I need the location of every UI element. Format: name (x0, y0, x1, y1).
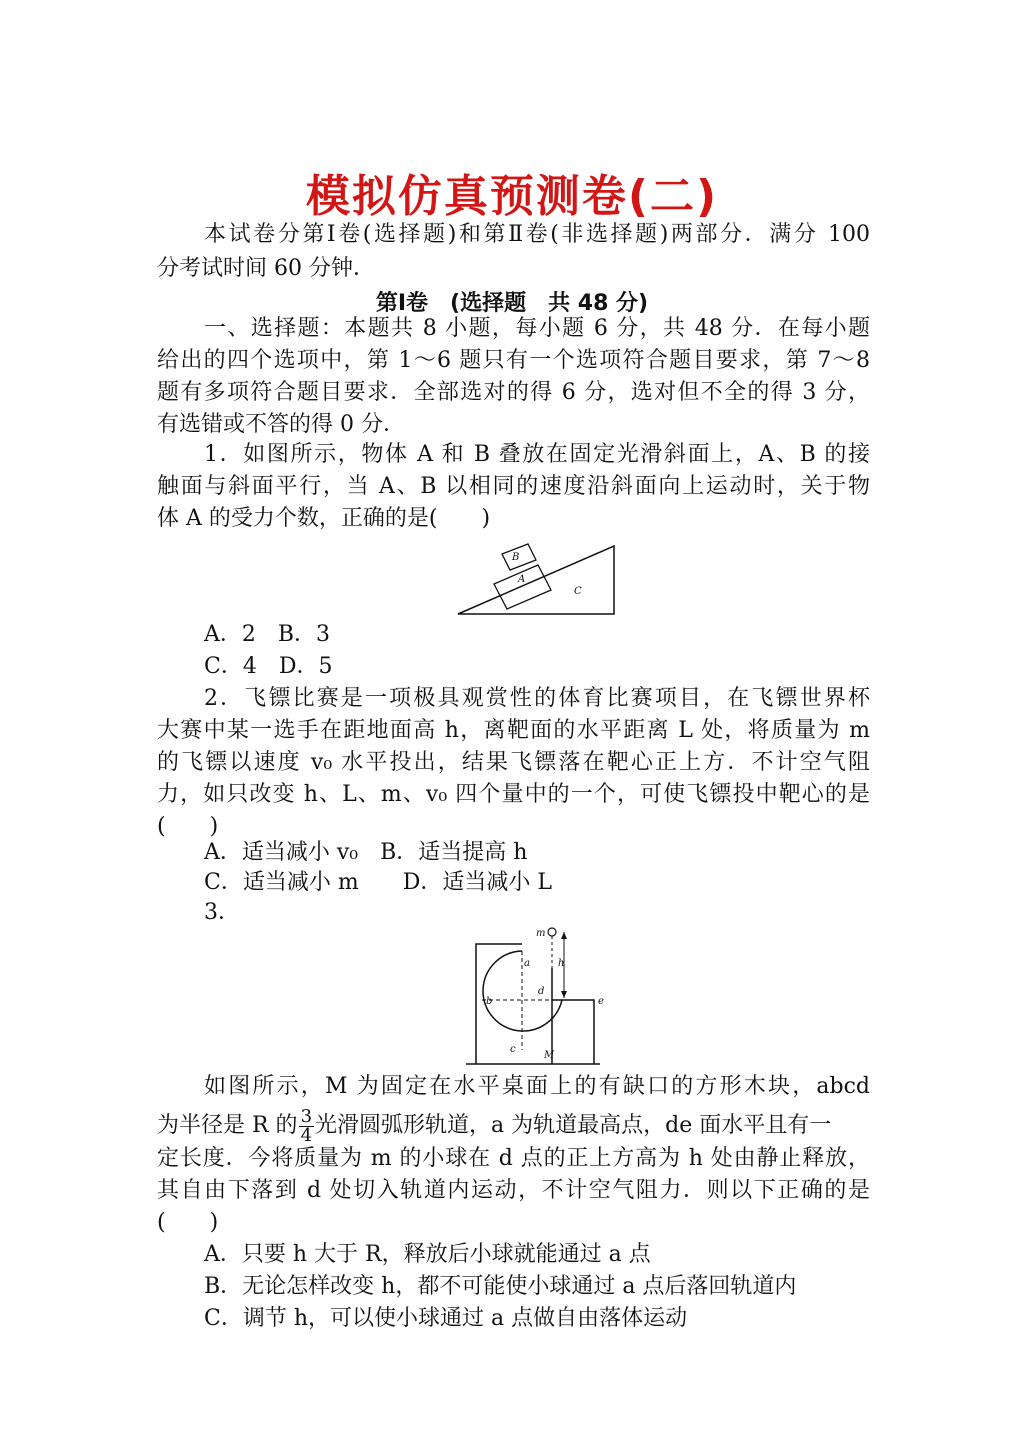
instructions-line-4: 有选错或不答的得 0 分． (157, 412, 405, 437)
q3-label-e: e (598, 996, 604, 1007)
q3-label-m: m (536, 928, 546, 939)
three-quarters-fraction (299, 1105, 314, 1146)
instructions-line-3: 题有多项符合题目要求．全部选对的得 6 分，选对但不全的得 3 分， (157, 380, 870, 405)
fraction-numerator: 3 (300, 1105, 313, 1127)
q3-stem-line-2-post: 光滑圆弧形轨道，a 为轨道最高点，de 面水平且有一 (315, 1113, 832, 1138)
q3-stem-line-3: 定长度．今将质量为 m 的小球在 d 点的正上方高为 h 处由静止释放， (157, 1146, 870, 1171)
q3-number: 3． (204, 900, 240, 925)
q3-stem-line-1: 如图所示，M 为固定在水平桌面上的有缺口的方形木块，abcd (204, 1074, 870, 1099)
q3-stem-line-2-pre: 为半径是 R 的 (157, 1113, 298, 1138)
q1-options-line-1: A．2 B．3 (204, 622, 331, 647)
q3-option-a: A．只要 h 大于 R，释放后小球就能通过 a 点 (204, 1242, 651, 1267)
q1-stem-line-2: 触面与斜面平行，当 A、B 以相同的速度沿斜面向上运动时，关于物 (157, 474, 870, 499)
page-title: 模拟仿真预测卷(二) (305, 171, 719, 222)
intro-line-1: 本试卷分第Ⅰ卷(选择题)和第Ⅱ卷(非选择题)两部分．满分 100 (204, 222, 870, 247)
q3-label-M: M (544, 1050, 555, 1061)
q3-label-b: b (486, 996, 493, 1007)
q1-label-c: C (574, 586, 582, 597)
q1-label-a: A (518, 574, 526, 585)
q2-options-line-1: A．适当减小 v₀ B．适当提高 h (204, 840, 528, 865)
q1-label-b: B (512, 552, 520, 563)
q1-stem-line-1: 1．如图所示，物体 A 和 B 叠放在固定光滑斜面上，A、B 的接 (204, 442, 870, 467)
q3-track-figure (460, 924, 610, 1070)
q2-stem-line-5: ( ) (157, 814, 219, 839)
q1-stem-line-3: 体 A 的受力个数，正确的是( ) (157, 506, 491, 531)
q1-options-line-2: C．4 D．5 (204, 654, 333, 679)
intro-line-2: 分考试时间 60 分钟． (157, 256, 375, 281)
q2-stem-line-2: 大赛中某一选手在距地面高 h，离靶面的水平距离 L 处，将质量为 m (157, 718, 870, 743)
q3-stem-line-4: 其自由下落到 d 处切入轨道内运动，不计空气阻力．则以下正确的是 (157, 1178, 870, 1203)
q3-option-c: C．调节 h，可以使小球通过 a 点做自由落体运动 (204, 1306, 688, 1331)
q3-label-c: c (510, 1044, 516, 1055)
q3-label-d: d (538, 986, 545, 997)
q3-option-b: B．无论怎样改变 h，都不可能使小球通过 a 点后落回轨道内 (204, 1274, 797, 1299)
q2-stem-line-3: 的飞镖以速度 v₀ 水平投出，结果飞镖落在靶心正上方．不计空气阻 (157, 750, 870, 775)
instructions-line-1: 一、选择题：本题共 8 小题，每小题 6 分，共 48 分．在每小题 (204, 316, 870, 341)
q1-incline-figure (450, 536, 622, 620)
q2-stem-line-1: 2．飞镖比赛是一项极具观赏性的体育比赛项目，在飞镖世界杯 (204, 686, 870, 711)
q2-options-line-2: C．适当减小 m D．适当减小 L (204, 870, 552, 895)
instructions-line-2: 给出的四个选项中，第 1～6 题只有一个选项符合题目要求，第 7～8 (157, 348, 870, 373)
q3-stem-line-2 (157, 1104, 870, 1148)
q2-stem-line-4: 力，如只改变 h、L、m、v₀ 四个量中的一个，可使飞镖投中靶心的是 (157, 782, 870, 807)
q3-label-a: a (524, 958, 530, 969)
q3-label-h: h (558, 958, 565, 969)
section-heading: 第Ⅰ卷 (选择题 共 48 分) (375, 291, 649, 316)
q3-stem-line-5: ( ) (157, 1210, 219, 1235)
fraction-denominator: 4 (300, 1124, 313, 1146)
